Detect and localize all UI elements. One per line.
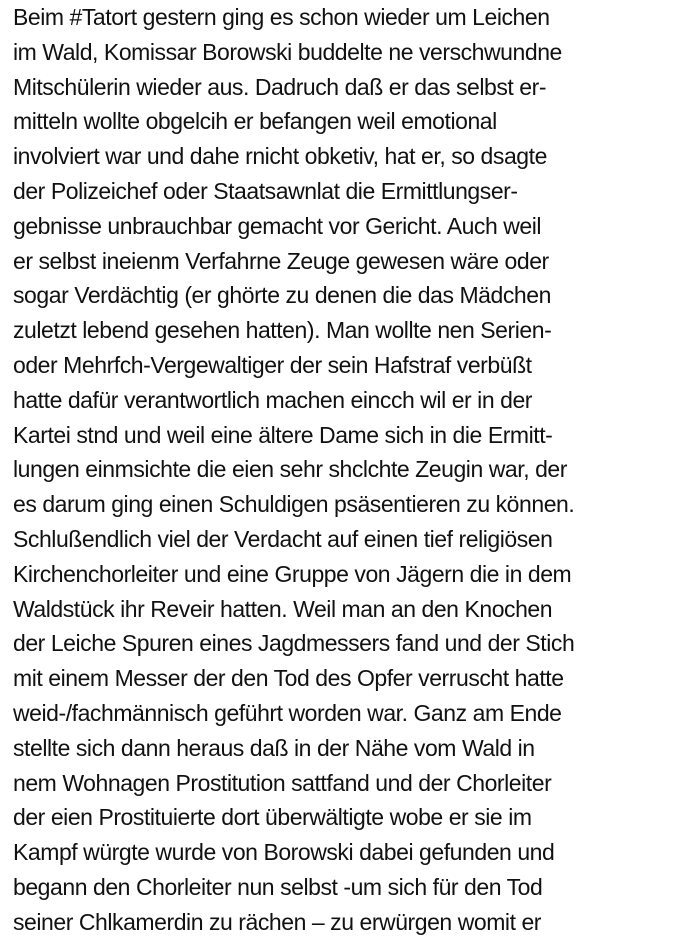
text-line: hatte dafür verantwortlich machen eincch wil er in der <box>13 386 533 413</box>
text-line: Kartei stnd und weil eine ältere Dame sich in die Ermitt- <box>13 421 553 448</box>
text-line: im Wald, Komissar Borowski buddelte ne verschwundne <box>13 38 562 65</box>
text-line: stellte sich dann heraus daß in der Nähe vom Wald in <box>13 734 535 761</box>
text-line: Kampf würgte wurde von Borowski dabei gefunden und <box>13 839 555 866</box>
text-line: Waldstück ihr Reveir hatten. Weil man an den Knochen <box>13 595 553 622</box>
text-line: der Polizeichef oder Staatsawnlat die Ermittlungser- <box>13 177 518 204</box>
text-line: involviert war und dahe rnicht obketiv, hat er, so dsagte <box>13 143 547 170</box>
text-line: sogar Verdächtig (er ghörte zu denen die das Mädchen <box>13 282 551 309</box>
text-line: der Leiche Spuren eines Jagdmessers fand und der Stich <box>13 630 575 657</box>
text-line: Mitschülerin wieder aus. Dadruch daß er das selbst er- <box>13 73 547 100</box>
text-line: Beim #Tatort gestern ging es schon wieder um Leichen <box>13 4 550 30</box>
text-line: nem Wohnagen Prostitution sattfand und der Chorleiter <box>13 769 552 796</box>
body-text <box>13 0 678 940</box>
text-line: seiner Chlkamerdin zu rächen – zu erwürgen womit er <box>13 908 542 935</box>
text-line: gebnisse unbrauchbar gemacht vor Gericht. Auch weil <box>13 212 542 239</box>
text-line: zuletzt lebend gesehen hatten). Man wollte nen Serien- <box>13 317 552 344</box>
text-line: mit einem Messer der den Tod des Opfer verruscht hatte <box>13 665 564 692</box>
text-line: mitteln wollte obgelcih er befangen weil emotional <box>13 108 497 135</box>
text-line: er selbst ineienm Verfahrne Zeuge gewesen wäre oder <box>13 247 549 274</box>
text-line: Kirchenchorleiter und eine Gruppe von Jägern die in dem <box>13 560 572 587</box>
text-line: oder Mehrfch-Vergewaltiger der sein Hafstraf verbüßt <box>13 351 532 378</box>
text-line: Schlußendlich viel der Verdacht auf einen tief religiösen <box>13 525 553 552</box>
text-line: begann den Chorleiter nun selbst -um sich für den Tod <box>13 873 543 900</box>
text-line: lungen einmsichte die eien sehr shclchte Zeugin war, der <box>13 456 567 483</box>
text-line: der eien Prostituierte dort überwältigte wobe er sie im <box>13 804 532 831</box>
text-line: es darum ging einen Schuldigen psäsentieren zu können. <box>13 491 575 518</box>
text-line: weid-/fachmännisch geführt worden war. Ganz am Ende <box>13 699 562 726</box>
